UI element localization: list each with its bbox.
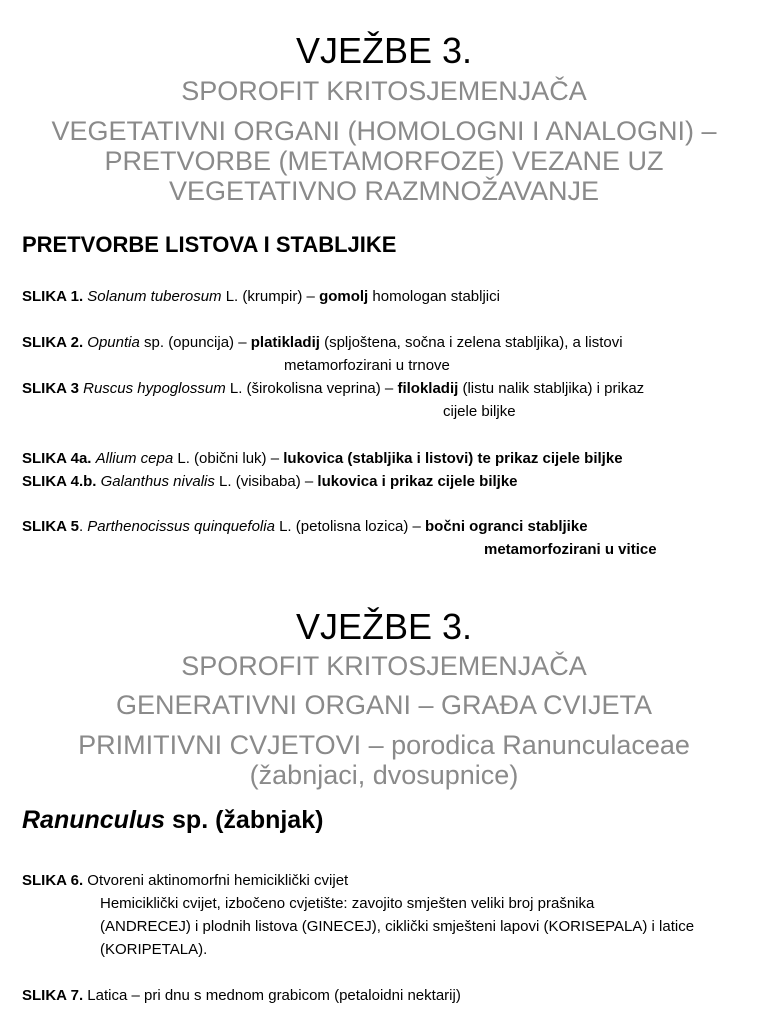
slika1-desc: homologan stabljici xyxy=(368,288,500,305)
slika4a-label: SLIKA 4a. xyxy=(22,450,92,467)
section1-title: VJEŽBE 3. xyxy=(295,30,473,71)
slika2-continuation: metamorfozirani u trnove xyxy=(284,357,450,374)
slika6-label: SLIKA 6. xyxy=(22,872,84,889)
section2-heading-genus: Ranunculus xyxy=(22,806,166,834)
slika3-label: SLIKA 3 xyxy=(22,380,79,397)
slika2-term: platikladij xyxy=(250,334,320,351)
slika5-label: SLIKA 5 xyxy=(22,518,79,535)
slika4b-line xyxy=(22,473,518,490)
section1-topic-line3: VEGETATIVNO RAZMNOŽAVANJE xyxy=(168,176,600,206)
slika2-label: SLIKA 2. xyxy=(22,334,84,351)
slika5-line xyxy=(22,518,588,535)
slika4b-species: Galanthus nivalis xyxy=(100,473,215,490)
slika3-line xyxy=(22,380,644,397)
slika7-line xyxy=(22,987,461,1004)
slika7-label: SLIKA 7. xyxy=(22,987,84,1004)
section2-heading xyxy=(22,806,323,835)
slika5-species: Parthenocissus quinquefolia xyxy=(87,518,275,535)
section1-subtitle: SPOROFIT KRITOSJEMENJAČA xyxy=(181,76,587,106)
slika3-common: L. (širokolisna veprina) – xyxy=(225,380,398,397)
section2-topic-line2: PRIMITIVNI CVJETOVI – porodica Ranunculaceae xyxy=(78,730,690,760)
slika2-desc: (spljoštena, sočna i zelena stabljika), a listovi xyxy=(319,334,623,351)
slika2-common: sp. (opuncija) – xyxy=(139,334,251,351)
slika4a-line xyxy=(22,450,623,467)
slika3-term: filokladij xyxy=(397,380,459,397)
slika5-common: L. (petolisna lozica) – xyxy=(274,518,425,535)
section1-topic-line2: PRETVORBE (METAMORFOZE) VEZANE UZ xyxy=(104,146,664,176)
section2-heading-rest: sp. (žabnjak) xyxy=(165,806,324,834)
section1-topic-line1: VEGETATIVNI ORGANI (HOMOLOGNI I ANALOGNI) – xyxy=(51,116,717,146)
slika4a-common: L. (obični luk) – xyxy=(173,450,284,467)
slika5-dot: . xyxy=(78,518,88,535)
slika3-desc: (listu nalik stabljika) i prikaz xyxy=(458,380,645,397)
slika4b-common: L. (visibaba) – xyxy=(214,473,318,490)
slika4b-label: SLIKA 4.b. xyxy=(22,473,97,490)
slika6-text: Otvoreni aktinomorfni hemiciklički cvijet xyxy=(83,872,349,889)
slika3-continuation: cijele biljke xyxy=(443,403,516,420)
slika1-common: L. (krumpir) – xyxy=(221,288,320,305)
slika1-term: gomolj xyxy=(319,288,369,305)
slika6-line xyxy=(22,872,348,889)
section1-heading: PRETVORBE LISTOVA I STABLJIKE xyxy=(22,232,397,257)
slika6-desc-line2: (ANDRECEJ) i plodnih listova (GINECEJ), ciklički smješteni lapovi (KORISEPALA) i latice xyxy=(100,918,695,935)
section2-topic-line3: (žabnjaci, dvosupnice) xyxy=(249,760,519,790)
slika6-desc-line3: (KORIPETALA). xyxy=(100,941,208,958)
slika3-species: Ruscus hypoglossum xyxy=(83,380,226,397)
slika2-line xyxy=(22,334,623,351)
slika4a-species: Allium cepa xyxy=(95,450,174,467)
slika1-species: Solanum tuberosum xyxy=(87,288,222,305)
slika4b-term: lukovica i prikaz cijele biljke xyxy=(317,473,518,490)
slika2-species: Opuntia xyxy=(87,334,140,351)
section2-title: VJEŽBE 3. xyxy=(295,606,473,647)
slika5-term: bočni ogranci stabljike xyxy=(425,518,588,535)
slika7-text: Latica – pri dnu s mednom grabicom (petaloidni nektarij) xyxy=(83,987,461,1004)
slika1-label: SLIKA 1. xyxy=(22,288,84,305)
section2-topic-line1: GENERATIVNI ORGANI – GRAĐA CVIJETA xyxy=(115,690,653,720)
slika5-continuation: metamorfozirani u vitice xyxy=(484,541,657,558)
slika1-line xyxy=(22,288,500,305)
section2-subtitle: SPOROFIT KRITOSJEMENJAČA xyxy=(181,651,587,681)
slika4a-term: lukovica (stabljika i listovi) te prikaz cijele biljke xyxy=(283,450,623,467)
slika6-desc-line1: Hemiciklički cvijet, izbočeno cvjetište: zavojito smješten veliki broj prašnika xyxy=(100,895,595,912)
